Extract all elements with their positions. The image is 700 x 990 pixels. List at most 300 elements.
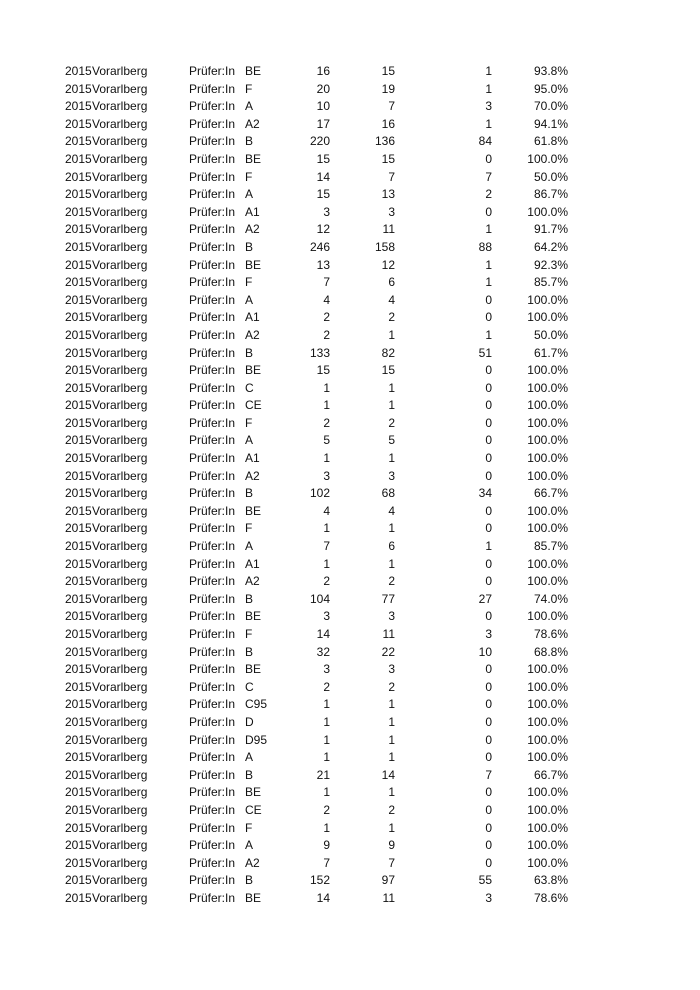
cell-pass-rate: 100.0% [527, 433, 568, 448]
cell-year: 2015 [65, 644, 92, 659]
table-row [0, 151, 700, 169]
cell-role: Prüfer:In [189, 81, 236, 96]
cell-license-class: A [245, 292, 254, 307]
cell-pass-rate: 50.0% [533, 169, 568, 184]
cell-license-class: A2 [245, 468, 260, 483]
table-row [0, 503, 700, 521]
cell-failed: 0 [485, 292, 492, 307]
cell-total: 2 [323, 802, 330, 817]
cell-region: Vorarlberg [92, 750, 148, 765]
cell-role: Prüfer:In [189, 556, 236, 571]
cell-role: Prüfer:In [189, 679, 236, 694]
cell-year: 2015 [65, 257, 92, 272]
cell-region: Vorarlberg [92, 890, 148, 905]
cell-year: 2015 [65, 591, 92, 606]
cell-year: 2015 [65, 204, 92, 219]
cell-region: Vorarlberg [92, 521, 148, 536]
table-row [0, 239, 700, 257]
cell-region: Vorarlberg [92, 732, 148, 747]
cell-failed: 55 [478, 873, 492, 888]
cell-year: 2015 [65, 714, 92, 729]
cell-year: 2015 [65, 873, 92, 888]
cell-total: 14 [316, 890, 330, 905]
table-row [0, 116, 700, 134]
cell-passed: 1 [388, 556, 395, 571]
cell-pass-rate: 66.7% [533, 767, 568, 782]
cell-role: Prüfer:In [189, 64, 236, 78]
cell-total: 1 [323, 697, 330, 712]
cell-failed: 27 [478, 591, 492, 606]
cell-role: Prüfer:In [189, 415, 236, 430]
cell-total: 1 [323, 785, 330, 800]
cell-failed: 0 [485, 204, 492, 219]
cell-failed: 0 [485, 380, 492, 395]
cell-pass-rate: 50.0% [533, 327, 568, 342]
cell-region: Vorarlberg [92, 820, 148, 835]
cell-passed: 2 [388, 310, 395, 325]
cell-year: 2015 [65, 116, 92, 131]
table-row [0, 133, 700, 151]
cell-passed: 68 [381, 486, 395, 501]
cell-license-class: BE [245, 662, 262, 677]
cell-region: Vorarlberg [92, 415, 148, 430]
cell-role: Prüfer:In [189, 451, 236, 466]
cell-year: 2015 [65, 275, 92, 290]
cell-year: 2015 [65, 855, 92, 870]
cell-pass-rate: 66.7% [533, 486, 568, 501]
cell-total: 13 [316, 257, 330, 272]
cell-role: Prüfer:In [189, 732, 236, 747]
cell-passed: 16 [381, 116, 395, 131]
cell-region: Vorarlberg [92, 697, 148, 712]
cell-pass-rate: 100.0% [527, 363, 568, 378]
table-row [0, 274, 700, 292]
cell-pass-rate: 100.0% [527, 521, 568, 536]
cell-total: 2 [323, 415, 330, 430]
cell-pass-rate: 100.0% [527, 415, 568, 430]
cell-failed: 3 [485, 99, 492, 114]
cell-failed: 0 [485, 679, 492, 694]
cell-pass-rate: 100.0% [527, 468, 568, 483]
cell-license-class: F [245, 81, 253, 96]
cell-failed: 0 [485, 609, 492, 624]
cell-passed: 2 [388, 802, 395, 817]
cell-total: 7 [323, 275, 330, 290]
cell-passed: 2 [388, 679, 395, 694]
cell-pass-rate: 93.8% [533, 64, 568, 78]
cell-role: Prüfer:In [189, 257, 236, 272]
cell-license-class: A1 [245, 204, 260, 219]
cell-passed: 1 [388, 398, 395, 413]
cell-failed: 1 [485, 222, 492, 237]
cell-region: Vorarlberg [92, 239, 148, 254]
cell-role: Prüfer:In [189, 855, 236, 870]
cell-pass-rate: 100.0% [527, 802, 568, 817]
cell-total: 3 [323, 609, 330, 624]
cell-license-class: BE [245, 151, 262, 166]
cell-region: Vorarlberg [92, 679, 148, 694]
cell-year: 2015 [65, 802, 92, 817]
cell-region: Vorarlberg [92, 574, 148, 589]
cell-passed: 3 [388, 204, 395, 219]
cell-failed: 0 [485, 433, 492, 448]
cell-role: Prüfer:In [189, 697, 236, 712]
cell-role: Prüfer:In [189, 890, 236, 905]
cell-region: Vorarlberg [92, 134, 148, 149]
cell-passed: 11 [382, 890, 395, 905]
table-row [0, 520, 700, 538]
cell-pass-rate: 100.0% [527, 820, 568, 835]
cell-year: 2015 [65, 222, 92, 237]
cell-license-class: F [245, 521, 253, 536]
cell-year: 2015 [65, 468, 92, 483]
cell-pass-rate: 61.7% [533, 345, 568, 360]
cell-region: Vorarlberg [92, 257, 148, 272]
cell-total: 2 [323, 679, 330, 694]
cell-license-class: BE [245, 64, 262, 78]
cell-pass-rate: 92.3% [533, 257, 568, 272]
cell-pass-rate: 100.0% [527, 556, 568, 571]
cell-license-class: B [245, 873, 254, 888]
cell-pass-rate: 91.7% [533, 222, 568, 237]
cell-role: Prüfer:In [189, 539, 236, 554]
cell-license-class: D95 [245, 732, 268, 747]
cell-year: 2015 [65, 310, 92, 325]
cell-passed: 5 [388, 433, 395, 448]
cell-total: 15 [316, 363, 330, 378]
cell-license-class: A2 [245, 574, 260, 589]
cell-role: Prüfer:In [189, 802, 236, 817]
cell-region: Vorarlberg [92, 380, 148, 395]
cell-passed: 1 [388, 697, 395, 712]
cell-failed: 0 [485, 732, 492, 747]
cell-year: 2015 [65, 398, 92, 413]
cell-year: 2015 [65, 697, 92, 712]
table-row [0, 714, 700, 732]
cell-pass-rate: 100.0% [527, 855, 568, 870]
cell-failed: 1 [485, 327, 492, 342]
cell-passed: 136 [374, 134, 395, 149]
table-row [0, 626, 700, 644]
cell-failed: 0 [485, 415, 492, 430]
cell-pass-rate: 78.6% [533, 890, 568, 905]
table-row [0, 485, 700, 503]
cell-failed: 1 [485, 257, 492, 272]
cell-year: 2015 [65, 433, 92, 448]
cell-region: Vorarlberg [92, 556, 148, 571]
cell-total: 246 [309, 239, 330, 254]
cell-total: 7 [323, 539, 330, 554]
cell-pass-rate: 100.0% [527, 503, 568, 518]
table-row [0, 573, 700, 591]
cell-passed: 1 [388, 750, 395, 765]
cell-pass-rate: 100.0% [527, 151, 568, 166]
table-row [0, 309, 700, 327]
cell-region: Vorarlberg [92, 398, 148, 413]
cell-passed: 1 [388, 521, 395, 536]
cell-role: Prüfer:In [189, 486, 236, 501]
cell-failed: 0 [485, 398, 492, 413]
cell-year: 2015 [65, 627, 92, 641]
cell-failed: 0 [485, 855, 492, 870]
cell-role: Prüfer:In [189, 380, 236, 395]
cell-role: Prüfer:In [189, 99, 236, 114]
cell-failed: 0 [485, 468, 492, 483]
cell-license-class: A [245, 750, 254, 765]
cell-total: 152 [309, 873, 330, 888]
cell-passed: 1 [388, 820, 395, 835]
cell-role: Prüfer:In [189, 820, 236, 835]
cell-license-class: BE [245, 609, 262, 624]
table-row [0, 327, 700, 345]
cell-failed: 1 [485, 116, 492, 131]
cell-failed: 7 [485, 169, 492, 184]
cell-total: 1 [323, 451, 330, 466]
cell-pass-rate: 64.2% [533, 239, 568, 254]
cell-total: 104 [309, 591, 330, 606]
cell-year: 2015 [65, 327, 92, 342]
table-row [0, 784, 700, 802]
table-row [0, 186, 700, 204]
cell-license-class: A2 [245, 116, 260, 131]
cell-pass-rate: 68.8% [533, 644, 568, 659]
table-row [0, 696, 700, 714]
cell-year: 2015 [65, 380, 92, 395]
cell-failed: 0 [485, 714, 492, 729]
cell-year: 2015 [65, 169, 92, 184]
cell-pass-rate: 100.0% [527, 380, 568, 395]
cell-year: 2015 [65, 151, 92, 166]
cell-failed: 0 [485, 363, 492, 378]
cell-total: 2 [323, 310, 330, 325]
cell-license-class: F [245, 627, 253, 641]
cell-pass-rate: 95.0% [533, 81, 568, 96]
cell-region: Vorarlberg [92, 204, 148, 219]
cell-license-class: A [245, 187, 254, 202]
table-row [0, 204, 700, 222]
cell-failed: 3 [485, 890, 492, 905]
cell-pass-rate: 100.0% [527, 574, 568, 589]
cell-license-class: BE [245, 890, 262, 905]
cell-failed: 0 [485, 750, 492, 765]
cell-pass-rate: 100.0% [527, 662, 568, 677]
table-row [0, 81, 700, 99]
cell-passed: 1 [388, 327, 395, 342]
cell-role: Prüfer:In [189, 644, 236, 659]
data-table [0, 63, 700, 908]
cell-license-class: BE [245, 363, 262, 378]
cell-license-class: A [245, 838, 254, 853]
cell-region: Vorarlberg [92, 187, 148, 202]
cell-pass-rate: 100.0% [527, 714, 568, 729]
cell-year: 2015 [65, 521, 92, 536]
cell-license-class: B [245, 239, 254, 254]
cell-failed: 0 [485, 556, 492, 571]
cell-region: Vorarlberg [92, 468, 148, 483]
cell-total: 5 [323, 433, 330, 448]
cell-role: Prüfer:In [189, 873, 236, 888]
cell-total: 4 [323, 292, 330, 307]
cell-region: Vorarlberg [92, 275, 148, 290]
cell-role: Prüfer:In [189, 609, 236, 624]
cell-passed: 13 [381, 187, 395, 202]
cell-region: Vorarlberg [92, 539, 148, 554]
table-row [0, 468, 700, 486]
cell-total: 1 [323, 556, 330, 571]
table-row [0, 345, 700, 363]
cell-passed: 1 [388, 451, 395, 466]
cell-region: Vorarlberg [92, 838, 148, 853]
cell-passed: 82 [381, 345, 395, 360]
cell-pass-rate: 100.0% [527, 697, 568, 712]
cell-region: Vorarlberg [92, 486, 148, 501]
table-row [0, 837, 700, 855]
cell-year: 2015 [65, 732, 92, 747]
cell-region: Vorarlberg [92, 363, 148, 378]
cell-license-class: B [245, 134, 254, 149]
cell-role: Prüfer:In [189, 292, 236, 307]
cell-total: 133 [309, 345, 330, 360]
cell-pass-rate: 100.0% [527, 451, 568, 466]
table-row [0, 98, 700, 116]
cell-total: 21 [316, 767, 330, 782]
cell-region: Vorarlberg [92, 802, 148, 817]
cell-total: 10 [316, 99, 330, 114]
cell-license-class: BE [245, 503, 262, 518]
cell-total: 16 [316, 64, 330, 78]
cell-role: Prüfer:In [189, 627, 236, 641]
cell-passed: 19 [381, 81, 395, 96]
cell-year: 2015 [65, 64, 92, 78]
cell-license-class: D [245, 714, 254, 729]
table-row [0, 855, 700, 873]
cell-year: 2015 [65, 785, 92, 800]
cell-passed: 15 [381, 151, 395, 166]
cell-total: 1 [323, 398, 330, 413]
cell-failed: 2 [485, 187, 492, 202]
cell-passed: 7 [388, 855, 395, 870]
table-row [0, 872, 700, 890]
cell-total: 1 [323, 380, 330, 395]
cell-role: Prüfer:In [189, 116, 236, 131]
cell-region: Vorarlberg [92, 151, 148, 166]
cell-year: 2015 [65, 415, 92, 430]
cell-failed: 0 [485, 503, 492, 518]
table-row [0, 257, 700, 275]
cell-passed: 7 [388, 99, 395, 114]
cell-passed: 1 [388, 714, 395, 729]
cell-license-class: B [245, 486, 254, 501]
cell-total: 15 [316, 187, 330, 202]
cell-role: Prüfer:In [189, 714, 236, 729]
cell-total: 14 [316, 169, 330, 184]
cell-failed: 0 [485, 838, 492, 853]
table-row [0, 802, 700, 820]
cell-year: 2015 [65, 239, 92, 254]
cell-pass-rate: 100.0% [527, 679, 568, 694]
cell-region: Vorarlberg [92, 64, 148, 78]
table-row [0, 292, 700, 310]
cell-license-class: A [245, 539, 254, 554]
table-row [0, 661, 700, 679]
cell-license-class: C [245, 679, 254, 694]
cell-pass-rate: 100.0% [527, 310, 568, 325]
cell-role: Prüfer:In [189, 187, 236, 202]
cell-total: 17 [316, 116, 330, 131]
cell-failed: 51 [478, 345, 492, 360]
table-row [0, 169, 700, 187]
cell-pass-rate: 100.0% [527, 398, 568, 413]
cell-role: Prüfer:In [189, 785, 236, 800]
table-row [0, 432, 700, 450]
cell-license-class: F [245, 169, 253, 184]
cell-year: 2015 [65, 662, 92, 677]
cell-total: 20 [316, 81, 330, 96]
cell-failed: 1 [485, 81, 492, 96]
cell-pass-rate: 100.0% [527, 609, 568, 624]
cell-pass-rate: 94.1% [533, 116, 568, 131]
cell-region: Vorarlberg [92, 433, 148, 448]
cell-passed: 14 [381, 767, 395, 782]
cell-year: 2015 [65, 292, 92, 307]
cell-region: Vorarlberg [92, 345, 148, 360]
cell-region: Vorarlberg [92, 327, 148, 342]
cell-failed: 0 [485, 151, 492, 166]
cell-license-class: F [245, 820, 253, 835]
cell-region: Vorarlberg [92, 169, 148, 184]
cell-passed: 6 [388, 275, 395, 290]
cell-pass-rate: 86.7% [533, 187, 568, 202]
cell-region: Vorarlberg [92, 591, 148, 606]
cell-year: 2015 [65, 187, 92, 202]
cell-region: Vorarlberg [92, 873, 148, 888]
cell-total: 14 [316, 627, 330, 641]
cell-failed: 88 [478, 239, 492, 254]
table-row [0, 591, 700, 609]
cell-region: Vorarlberg [92, 451, 148, 466]
cell-license-class: CE [245, 802, 262, 817]
cell-pass-rate: 100.0% [527, 292, 568, 307]
cell-role: Prüfer:In [189, 591, 236, 606]
cell-failed: 34 [478, 486, 492, 501]
cell-year: 2015 [65, 81, 92, 96]
cell-passed: 9 [388, 838, 395, 853]
cell-role: Prüfer:In [189, 468, 236, 483]
cell-license-class: CE [245, 398, 262, 413]
cell-license-class: A2 [245, 327, 260, 342]
cell-year: 2015 [65, 134, 92, 149]
cell-failed: 0 [485, 802, 492, 817]
cell-license-class: F [245, 275, 253, 290]
cell-total: 1 [323, 732, 330, 747]
cell-role: Prüfer:In [189, 433, 236, 448]
cell-passed: 77 [381, 591, 395, 606]
cell-year: 2015 [65, 767, 92, 782]
table-row [0, 608, 700, 626]
cell-license-class: BE [245, 257, 262, 272]
cell-region: Vorarlberg [92, 116, 148, 131]
cell-role: Prüfer:In [189, 838, 236, 853]
cell-year: 2015 [65, 609, 92, 624]
cell-pass-rate: 100.0% [527, 838, 568, 853]
cell-total: 1 [323, 820, 330, 835]
table-row [0, 890, 700, 908]
cell-pass-rate: 78.6% [533, 627, 568, 641]
cell-total: 3 [323, 468, 330, 483]
cell-role: Prüfer:In [189, 345, 236, 360]
cell-failed: 0 [485, 451, 492, 466]
cell-year: 2015 [65, 99, 92, 114]
